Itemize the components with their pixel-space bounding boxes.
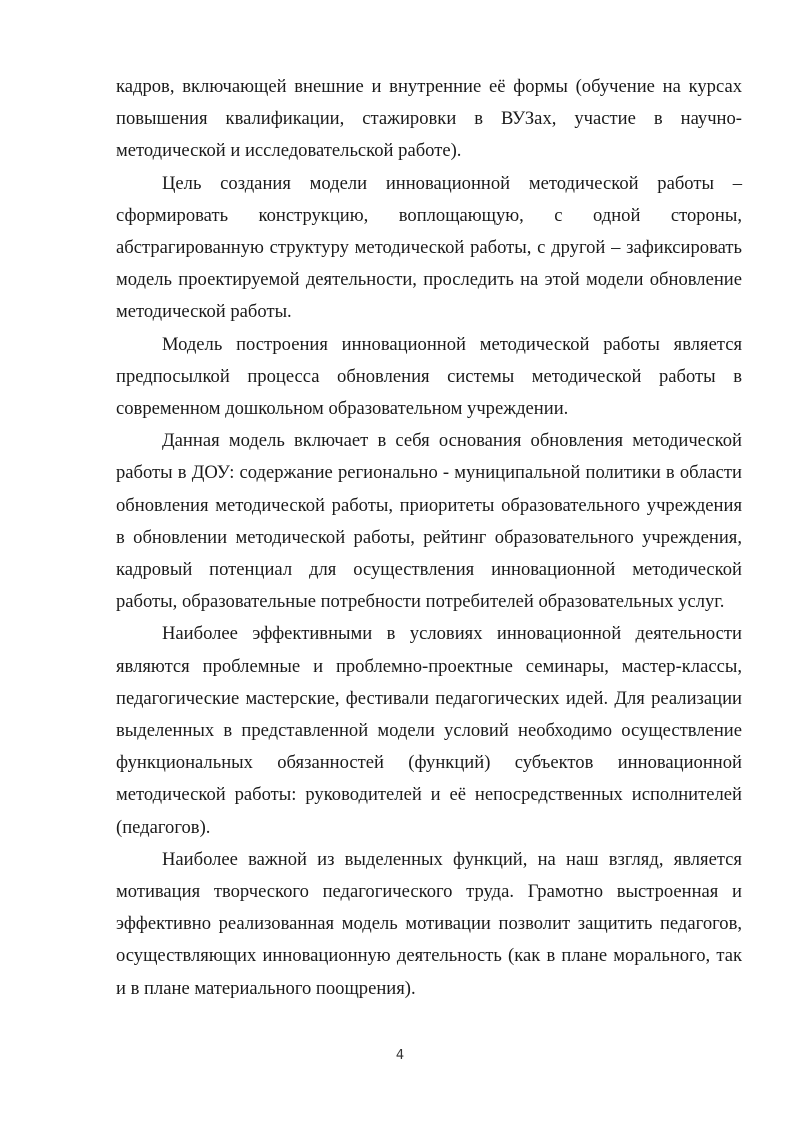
paragraph-model-goal: Цель создания модели инновационной методической работы – сформировать конструкцию, воплощающую, с одной стороны, абстрагированную структуру методической работы, с другой – зафиксировать модель проектируемой деятельности, проследить на этой модели обновление методической работы. [116, 172, 742, 323]
paragraph-motivation: Наиболее важной из выделенных функций, на наш взгляд, является мотивация творческого педагогического труда. Грамотно выстроенная и эффективно реализованная модель мотивации позволит защитить педагогов, осуществляющих инновационную деятельность (как в плане морального, так и в плане материального поощрения). [116, 848, 742, 999]
document-body [116, 71, 742, 1005]
paragraph-continuation: кадров, включающей внешние и внутренние её формы (обучение на курсах повышения квалификации, стажировки в ВУЗах, участие в научно-методической и исследовательской работе). [116, 76, 742, 162]
paragraph-effective-forms: Наиболее эффективными в условиях инновационной деятельности являются проблемные и проблемно-проектные семинары, мастер-классы, педагогические мастерские, фестивали педагогических идей. Для реализации выделенных в представленной модели условий необходимо осуществление функциональных обязанностей (функций) субъектов инновационной методической работы: руководителей и её непосредственных исполнителей (педагогов). [116, 623, 742, 838]
paragraph-model-foundations: Данная модель включает в себя основания обновления методической работы в ДОУ: содержание регионально - муниципальной политики в области обновления методической работы, приоритеты образовательного учреждения в обновлении методической работы, рейтинг образовательного учреждения, кадровый потенциал для осуществления инновационной методической работы, образовательные потребности потребителей образовательных услуг. [116, 430, 742, 613]
page-number: 4 [395, 1048, 405, 1063]
paragraph-model-premise: Модель построения инновационной методической работы является предпосылкой процесса обновления системы методической работы в современном дошкольном образовательном учреждении. [116, 333, 742, 420]
